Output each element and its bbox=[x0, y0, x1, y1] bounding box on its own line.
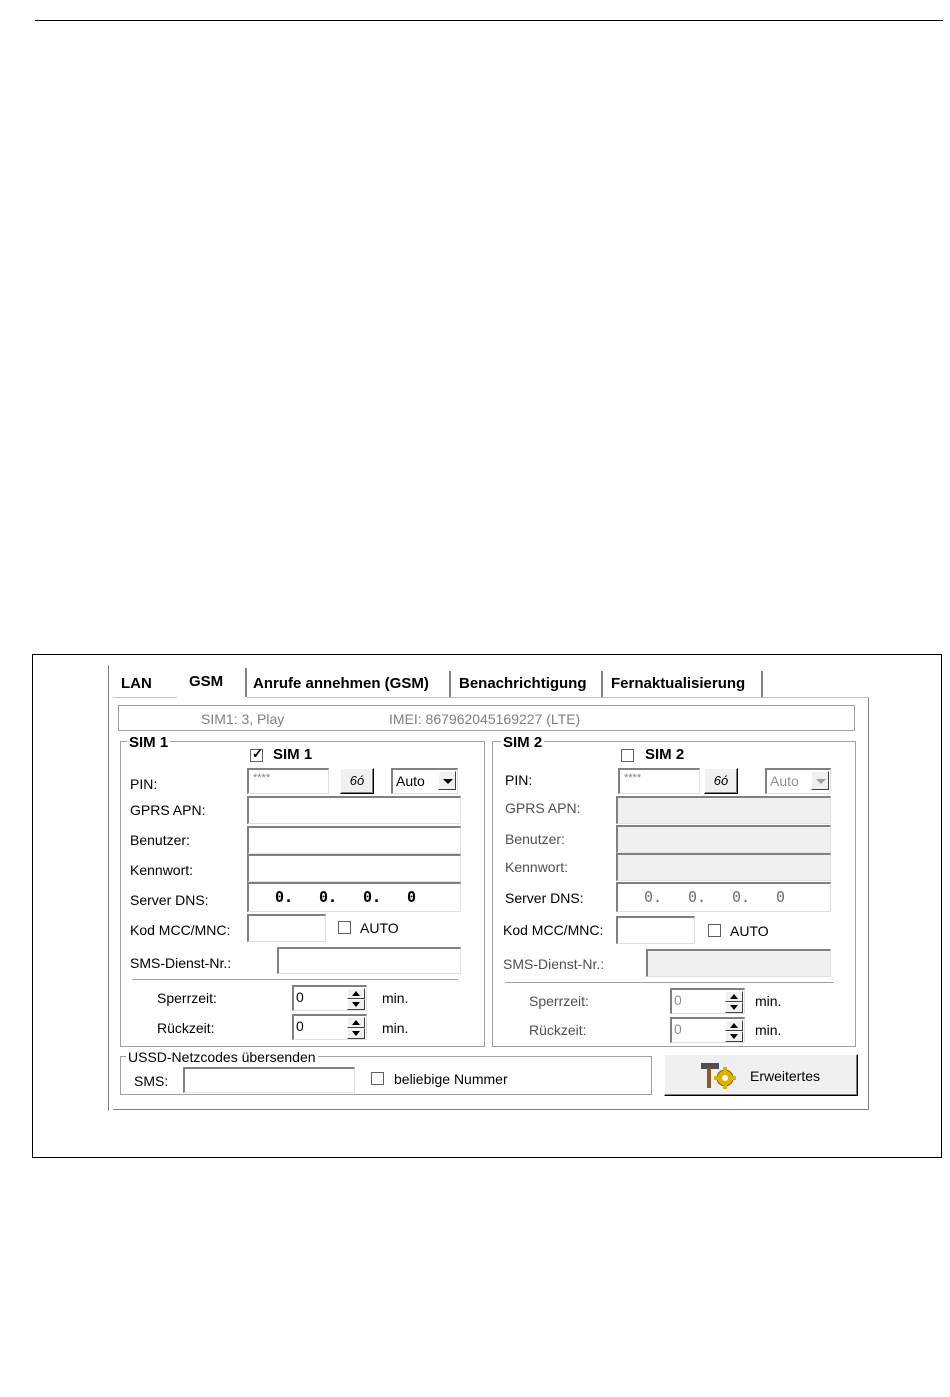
sim1-user-input[interactable] bbox=[247, 826, 461, 854]
dns-octet: 0. bbox=[688, 888, 707, 906]
sim1-apn-input[interactable] bbox=[247, 796, 461, 824]
ussd-sms-label: SMS: bbox=[134, 1073, 169, 1089]
sim1-auto-checkbox[interactable] bbox=[338, 921, 351, 934]
ussd-sms-input[interactable] bbox=[183, 1067, 355, 1093]
sim1-pin-input[interactable] bbox=[247, 768, 329, 794]
sim1-user-label: Benutzer: bbox=[130, 832, 190, 848]
sim2-pin-value: **** bbox=[624, 772, 642, 784]
sim1-sms-label: SMS-Dienst-Nr.: bbox=[130, 955, 232, 971]
chevron-down-icon[interactable] bbox=[811, 771, 829, 790]
sim1-return-unit: min. bbox=[382, 1020, 409, 1036]
sim2-apn-input[interactable] bbox=[616, 796, 831, 824]
sim2-mcc-input[interactable] bbox=[616, 916, 695, 944]
sim1-password-input[interactable] bbox=[247, 854, 461, 882]
sim-info-text: SIM1: 3, Play bbox=[201, 711, 285, 727]
advanced-button-label: Erweitertes bbox=[750, 1068, 821, 1084]
sim2-mode-select[interactable] bbox=[765, 768, 831, 794]
ussd-group-title: USSD-Netzcodes übersenden bbox=[128, 1049, 316, 1065]
sim2-dns-label: Server DNS: bbox=[505, 890, 584, 906]
spin-up-icon[interactable] bbox=[347, 988, 365, 999]
sim2-lock-spinner[interactable] bbox=[670, 988, 745, 1014]
sim2-pin-label: PIN: bbox=[505, 772, 533, 788]
checkmark-icon: ✓ bbox=[252, 746, 263, 761]
tab-gsm[interactable]: GSM bbox=[177, 668, 247, 698]
sim2-enable-label: SIM 2 bbox=[645, 746, 685, 763]
sim1-return-spinner[interactable] bbox=[292, 1014, 367, 1040]
sim2-return-spinner[interactable] bbox=[670, 1017, 745, 1043]
dns-octet: 0. bbox=[319, 888, 338, 906]
sim2-auto-label: AUTO bbox=[730, 923, 769, 939]
sim1-apn-label: GPRS APN: bbox=[130, 802, 206, 818]
tools-icon bbox=[699, 1060, 739, 1092]
sim1-mode-select[interactable] bbox=[391, 768, 458, 794]
sim2-user-input[interactable] bbox=[616, 825, 831, 853]
sim2-auto-checkbox[interactable] bbox=[708, 924, 721, 937]
sim1-dns-label: Server DNS: bbox=[130, 892, 209, 908]
sim1-return-value: 0 bbox=[296, 1018, 304, 1034]
sim2-group-title: SIM 2 bbox=[503, 734, 543, 751]
dns-octet: 0 bbox=[776, 888, 786, 906]
sim2-return-label: Rückzeit: bbox=[529, 1022, 587, 1038]
sim2-lock-value: 0 bbox=[674, 992, 682, 1008]
spin-down-icon[interactable] bbox=[347, 999, 365, 1010]
sim1-return-label: Rückzeit: bbox=[157, 1020, 215, 1036]
sim1-password-label: Kennwort: bbox=[130, 862, 194, 878]
spin-down-icon[interactable] bbox=[725, 1031, 743, 1042]
imei-text: IMEI: 867962045169227 (LTE) bbox=[389, 711, 581, 727]
sim2-show-pin-button[interactable] bbox=[704, 768, 738, 794]
sim1-divider bbox=[132, 979, 458, 980]
sim2-return-unit: min. bbox=[755, 1022, 782, 1038]
status-info-bar bbox=[118, 705, 855, 731]
sim2-password-label: Kennwort: bbox=[505, 859, 569, 875]
any-number-label: beliebige Nummer bbox=[394, 1071, 508, 1087]
sim1-pin-value: **** bbox=[253, 772, 271, 784]
page-top-rule bbox=[35, 20, 943, 21]
sim2-mcc-label: Kod MCC/MNC: bbox=[503, 922, 604, 938]
tab-remote-update[interactable]: Fernaktualisierung bbox=[603, 671, 763, 697]
sim1-mcc-input[interactable] bbox=[247, 914, 326, 942]
dns-octet: 0 bbox=[407, 888, 417, 906]
sim2-lock-unit: min. bbox=[755, 993, 782, 1009]
sim2-lock-label: Sperrzeit: bbox=[529, 993, 589, 1009]
dns-octet: 0. bbox=[363, 888, 382, 906]
sim1-dns-input[interactable] bbox=[247, 882, 461, 912]
advanced-button[interactable] bbox=[664, 1054, 858, 1096]
sim1-group-title: SIM 1 bbox=[129, 734, 169, 751]
any-number-checkbox[interactable] bbox=[371, 1072, 384, 1085]
sim1-auto-label: AUTO bbox=[360, 920, 399, 936]
sim2-sms-label: SMS-Dienst-Nr.: bbox=[503, 956, 605, 972]
sim2-apn-label: GPRS APN: bbox=[505, 800, 581, 816]
sim1-enable-checkbox[interactable] bbox=[250, 746, 263, 762]
sim2-password-input[interactable] bbox=[616, 853, 831, 881]
sim2-dns-input[interactable] bbox=[616, 882, 831, 912]
dialog-left-edge bbox=[108, 665, 109, 1111]
sim2-user-label: Benutzer: bbox=[505, 831, 565, 847]
sim2-divider bbox=[505, 982, 834, 983]
sim2-return-value: 0 bbox=[674, 1021, 682, 1037]
sim1-lock-label: Sperrzeit: bbox=[157, 990, 217, 1006]
sim1-mode-value: Auto bbox=[396, 773, 425, 789]
sim2-enable-checkbox[interactable] bbox=[621, 749, 634, 762]
sim2-pin-input[interactable] bbox=[618, 768, 700, 794]
sim1-sms-input[interactable] bbox=[277, 947, 461, 974]
spin-up-icon[interactable] bbox=[725, 1020, 743, 1031]
glasses-icon: 6ó bbox=[713, 773, 729, 788]
dns-octet: 0. bbox=[275, 888, 294, 906]
chevron-down-icon[interactable] bbox=[438, 771, 456, 790]
spin-up-icon[interactable] bbox=[725, 991, 743, 1002]
spin-up-icon[interactable] bbox=[347, 1017, 365, 1028]
sim1-lock-unit: min. bbox=[382, 990, 409, 1006]
sim2-mode-value: Auto bbox=[770, 773, 799, 789]
dns-octet: 0. bbox=[732, 888, 751, 906]
spin-down-icon[interactable] bbox=[347, 1028, 365, 1039]
sim1-lock-spinner[interactable] bbox=[292, 985, 367, 1011]
sim1-lock-value: 0 bbox=[296, 989, 304, 1005]
dns-octet: 0. bbox=[644, 888, 663, 906]
tab-lan[interactable]: LAN bbox=[121, 675, 152, 692]
tab-incoming-calls[interactable]: Anrufe annehmen (GSM) bbox=[247, 671, 451, 697]
sim1-mcc-label: Kod MCC/MNC: bbox=[130, 922, 231, 938]
sim2-sms-input[interactable] bbox=[646, 949, 831, 977]
sim1-enable-label: SIM 1 bbox=[273, 746, 313, 763]
sim1-show-pin-button[interactable] bbox=[340, 768, 374, 794]
sim1-pin-label: PIN: bbox=[130, 776, 158, 792]
glasses-icon: 6ó bbox=[349, 773, 365, 788]
tab-notification[interactable]: Benachrichtigung bbox=[451, 671, 603, 697]
spin-down-icon[interactable] bbox=[725, 1002, 743, 1013]
